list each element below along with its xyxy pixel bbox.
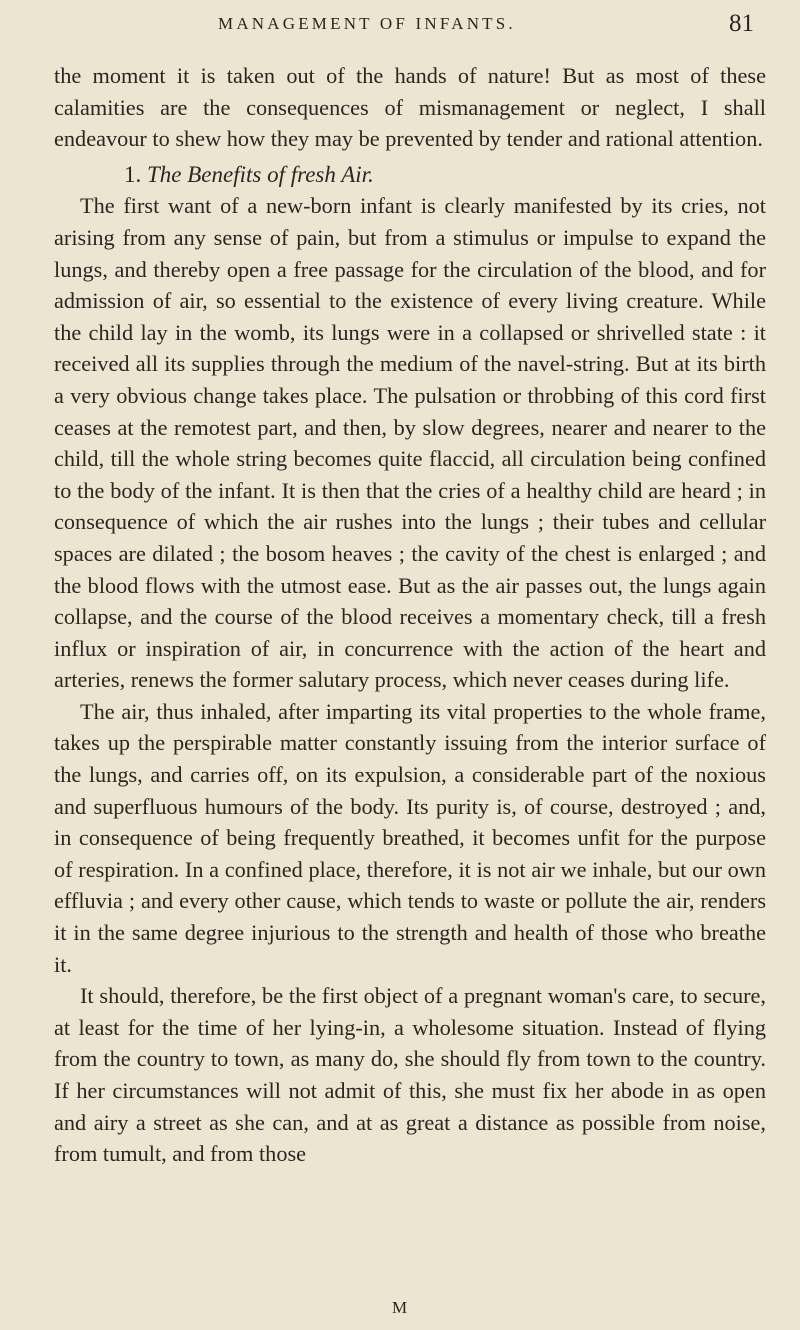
paragraph: It should, therefore, be the first object of a pregnant woman's care, to secure, at least for the time of her lying-in, a wholesome situation. Instead of flying from the country to town, as many do, she should fly from town to the country. If her circumstances will not admit of this, she must fix her abode in as open and airy a street as she can, and at as great a distance as possible from noise, from tumult, and from those xyxy=(54,983,766,1167)
paragraph: The air, thus inhaled, after imparting its vital properties to the whole frame, takes up the perspirable matter constantly issuing from the interior surface of the lungs, and carries off, on its expulsion, a considerable part of the noxious and superfluous humours of the body. Its purity is, of course, destroyed ; and, in consequence of being frequently breathed, it becomes unfit for the purpose of respiration. In a confined place, therefore, it is not air we inhale, but our own effluvia ; and every other cause, which tends to waste or pollute the air, renders it in the same degree injurious to the strength and health of those who breathe it. xyxy=(54,698,766,977)
body-text xyxy=(54,60,766,1170)
running-title: MANAGEMENT OF INFANTS. xyxy=(218,14,516,33)
page-number: 81 xyxy=(729,10,754,37)
signature-mark: M xyxy=(391,1298,409,1317)
section-number: 1. xyxy=(124,161,142,187)
paragraph: The first want of a new-born infant is clearly manifested by its cries, not arising from any sense of pain, but from a stimulus or impulse to expand the lungs, and thereby open a free passage for the circulation of the blood, and for admission of air, so essential to the existence of every living creature. While the child lay in the womb, its lungs were in a collapsed or shrivelled state : it received all its supplies through the medium of the navel-string. But at its birth a very obvious change takes place. The pulsation or throbbing of this cord first ceases at the remotest part, and then, by slow degrees, nearer and nearer to the child, till the whole string becomes quite flaccid, all circulation being confined to the body of the infant. It is then that the cries of a healthy child are heard ; in consequence of which the air rushes into the lungs ; their tubes and cellular spaces are dilated ; the bosom heaves ; the cavity of the chest is enlarged ; and the blood flows with the utmost ease. But as the air passes out, the lungs again collapse, and the course of the blood receives a momentary check, till a fresh influx or inspiration of air, in concurrence with the action of the heart and arteries, renews the former salutary process, which never ceases during life. xyxy=(54,193,766,693)
paragraph-continuation: the moment it is taken out of the hands of nature! But as most of these calamities are the consequences of mismanagement or neglect, I shall endeavour to shew how they may be prevented by tender and rational attention. xyxy=(54,63,766,152)
section-heading xyxy=(54,159,766,191)
running-head xyxy=(0,8,800,48)
section-title: The Benefits of fresh Air. xyxy=(147,161,374,187)
